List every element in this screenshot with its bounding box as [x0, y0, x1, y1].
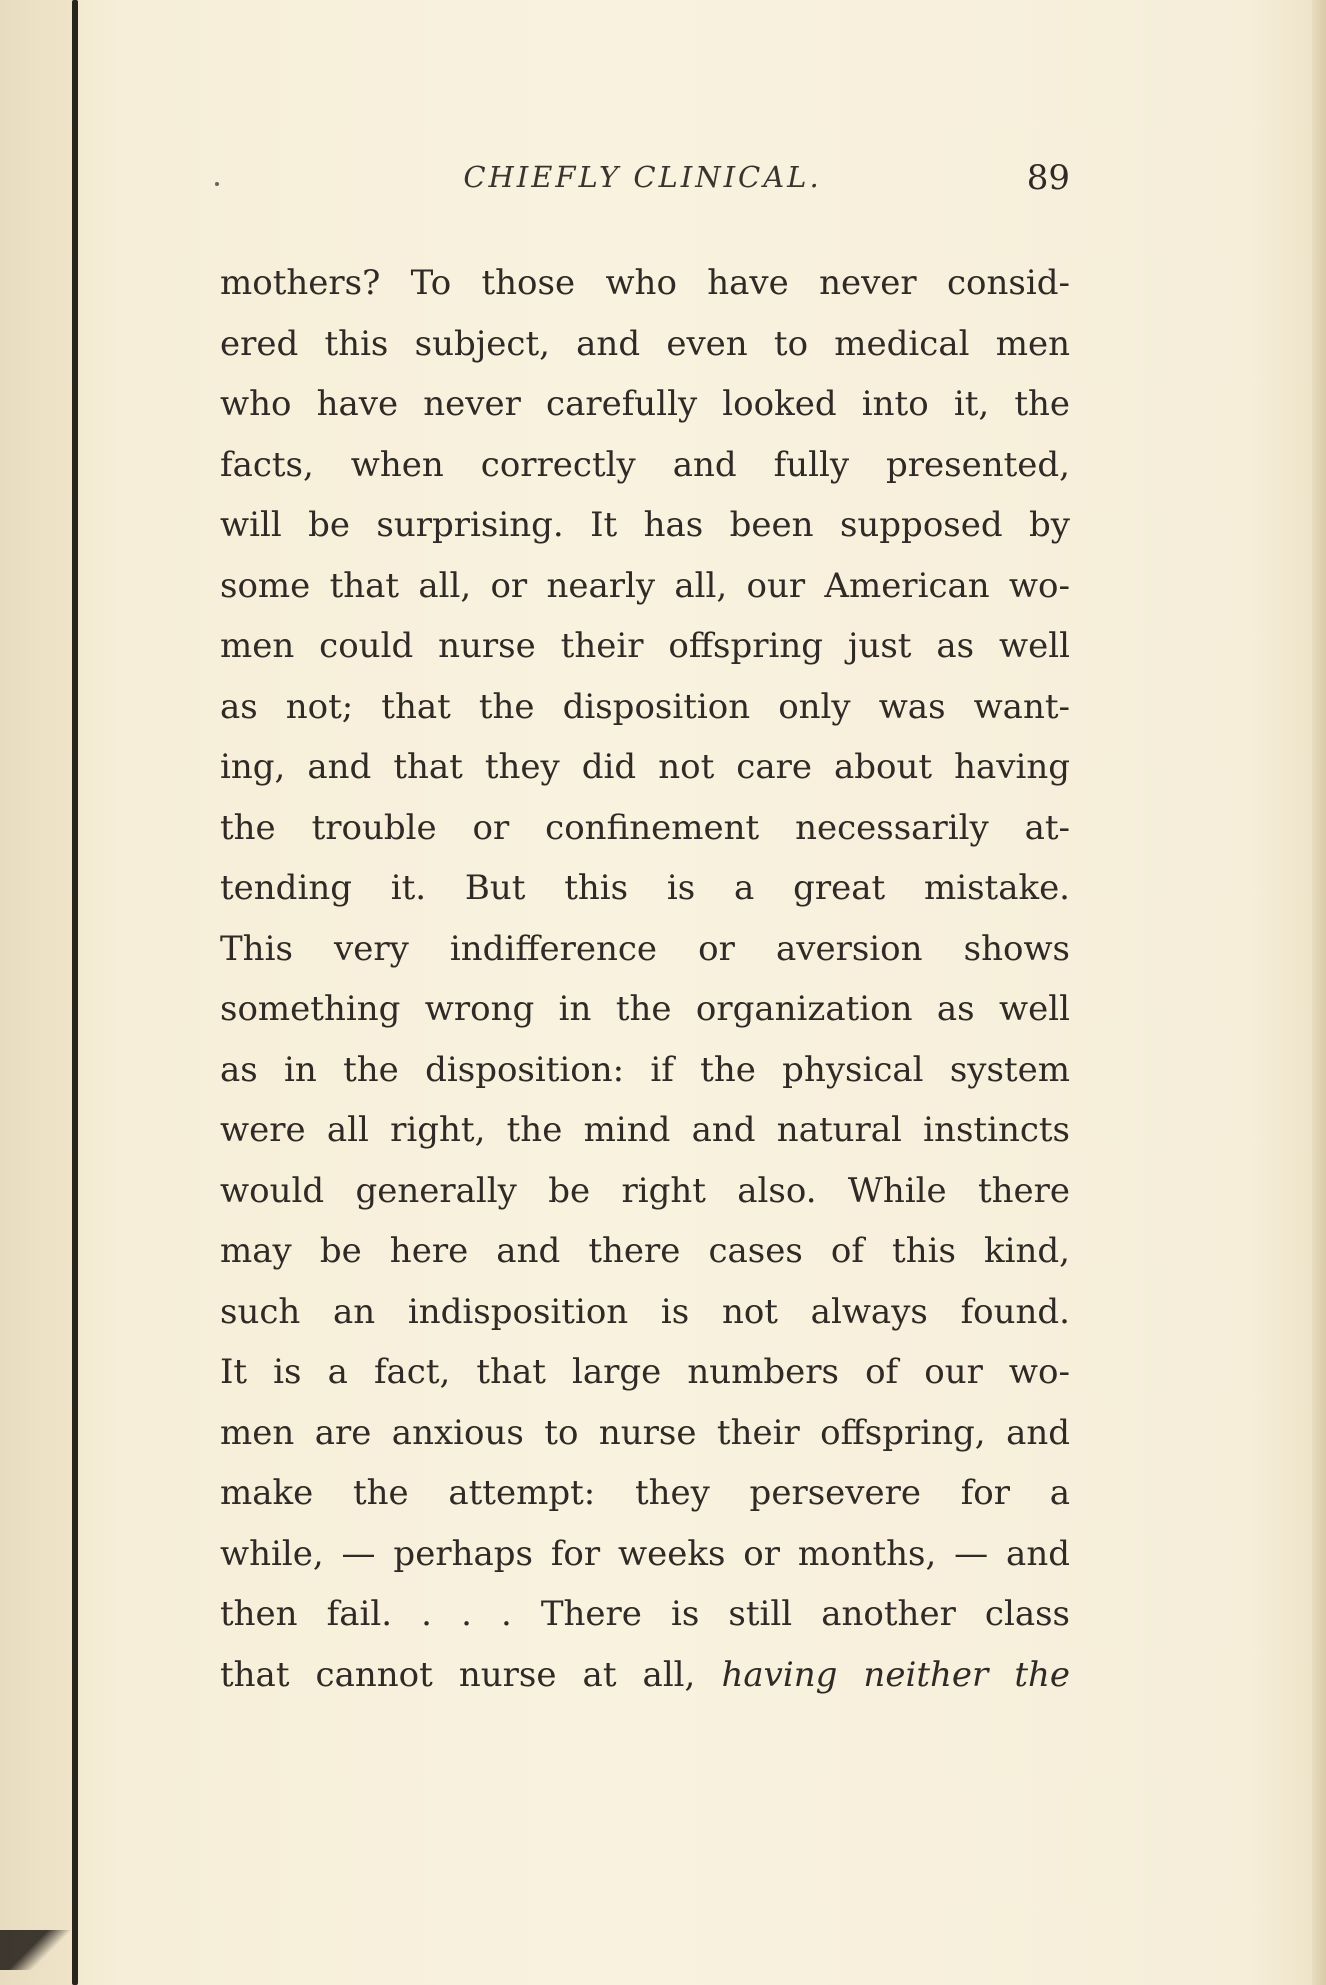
text-line: the trouble or confinement necessarily at- [220, 807, 1070, 848]
text-line: It is a fact, that large numbers of our wo- [220, 1352, 1070, 1392]
text-line: men could nurse their offspring just as well [220, 626, 1070, 666]
text-line: as in the disposition: if the physical system [220, 1049, 1070, 1090]
binding-corner [0, 1930, 80, 1970]
text-line: mothers? To those who have never consid- [220, 263, 1070, 303]
binding-shadow [0, 0, 72, 1985]
text-line: ing, and that they did not care about having [220, 747, 1070, 787]
text-line: some that all, or nearly all, our American wo- [220, 565, 1070, 606]
text-line: men are anxious to nurse their offspring, and [220, 1412, 1070, 1453]
text-line-last [220, 1645, 1070, 1706]
running-head: CHIEFLY CLINICAL. [463, 160, 822, 194]
text-line: such an indisposition is not always found. [220, 1291, 1070, 1332]
text-line: facts, when correctly and fully presented, [220, 444, 1070, 485]
text-line: make the attempt: they persevere for a [220, 1473, 1070, 1513]
page-number: 89 [1026, 158, 1070, 198]
text-line: as not; that the disposition only was want- [220, 686, 1070, 727]
text-line: ered this subject, and even to medical men [220, 323, 1070, 364]
page-right-edge [1312, 0, 1326, 1985]
binding-edge [72, 0, 78, 1985]
text-line: then fail. . . . There is still another class [220, 1594, 1070, 1634]
text-line: would generally be right also. While there [220, 1170, 1070, 1211]
last-line-plain: that cannot nurse at all, [220, 1654, 696, 1695]
last-line-italic: having neither the [721, 1654, 1071, 1695]
text-line: may be here and there cases of this kind, [220, 1231, 1070, 1271]
text-line: something wrong in the organization as well [220, 989, 1070, 1029]
text-line: were all right, the mind and natural instincts [220, 1110, 1070, 1150]
body-text [220, 253, 1070, 1705]
text-line: while, — perhaps for weeks or months, — and [220, 1533, 1070, 1574]
text-line: tending it. But this is a great mistake. [220, 868, 1070, 908]
text-line: This very indifference or aversion shows [220, 928, 1070, 969]
text-line: will be surprising. It has been supposed by [220, 505, 1070, 545]
page-header [215, 160, 1070, 210]
text-line: who have never carefully looked into it, the [220, 384, 1070, 424]
